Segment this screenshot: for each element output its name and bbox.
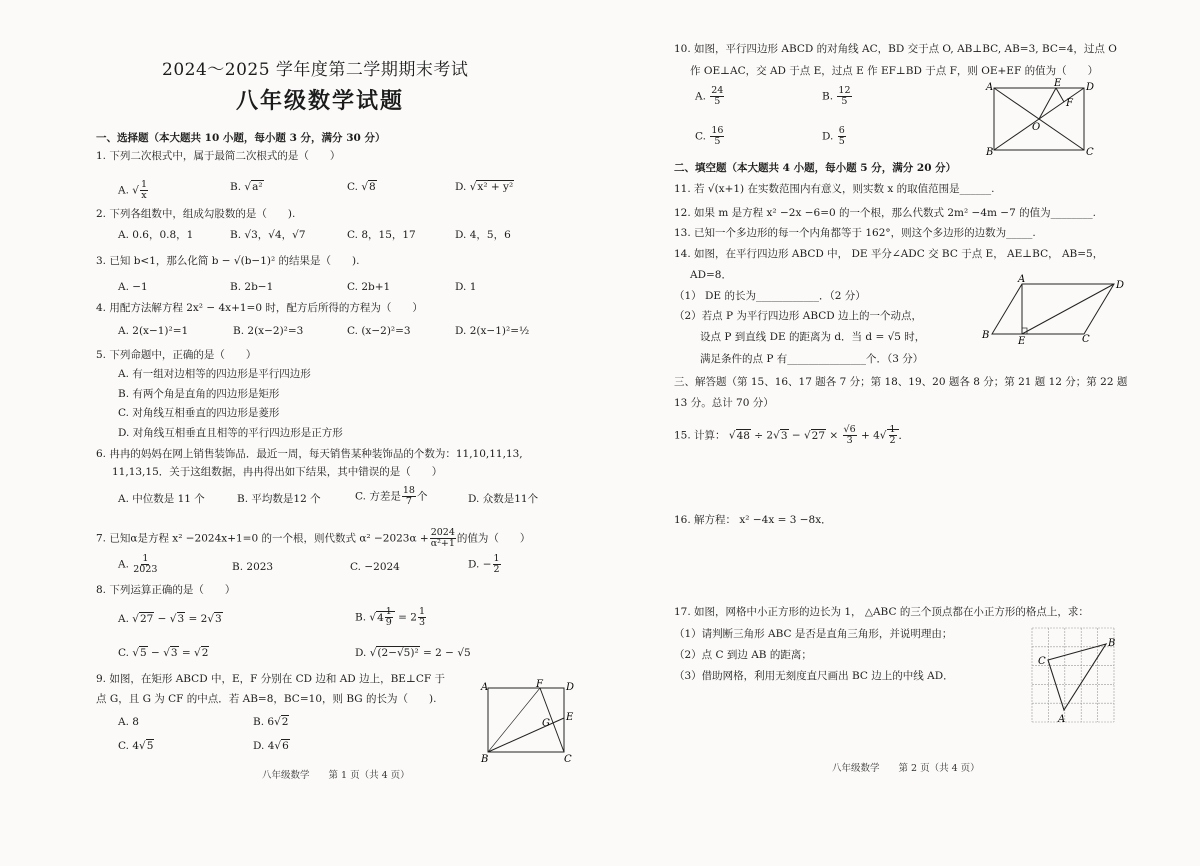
svg-text:D: D: [1086, 82, 1095, 93]
q4-option-c: C. (x−2)²=3: [347, 325, 411, 337]
q3-option-a: A. −1: [118, 281, 148, 293]
section-3-heading-2: 13 分。总计 70 分）: [674, 397, 774, 409]
q6-option-b: B. 平均数是12 个: [237, 493, 321, 505]
section-3-heading: 三、解答题（第 15、16、17 题各 7 分；第 18、19、20 题各 8 分；第 21 题 12 分；第 22 题: [674, 376, 1128, 388]
q4-option-d: D. 2(x−1)²=½: [455, 325, 530, 337]
q4-option-b: B. 2(x−2)²=3: [233, 325, 304, 337]
svg-text:B: B: [1108, 638, 1116, 649]
q10-option-a: A. $\frac{24}{5}$: [695, 85, 724, 107]
exam-page-2: [600, 0, 1200, 866]
q8-stem: 8. 下列运算正确的是（ ）: [96, 584, 236, 596]
q4-option-a: A. 2(x−1)²=1: [118, 325, 189, 337]
q15: 15. 计算： √48 ÷ 2√3 − √27 × $\frac{√6}{3}$ + 4√ $\frac{1}{2}$ ．: [674, 424, 910, 446]
svg-text:A: A: [1058, 714, 1066, 725]
q16: 16. 解方程： x² −4x = 3 −8x．: [674, 514, 832, 526]
q8-option-b: B. √4 $\frac{1}{9}$ = 2 $\frac{1}{3}$: [355, 606, 426, 628]
q13: 13. 已知一个多边形的每一个内角都等于 162°，则这个多边形的边数为_____.: [674, 227, 1036, 239]
q6-option-a: A. 中位数是 11 个: [118, 493, 205, 505]
q1-option-b: B. √a²: [230, 181, 263, 193]
q6-stem-2: 11,13,15．关于这组数据，冉冉得出如下结果，其中错误的是（ ）: [112, 466, 443, 478]
page-2-footer: 八年级数学 第 2 页（共 4 页）: [832, 763, 980, 774]
q1-option-d: D. √x² + y²: [455, 181, 514, 193]
q6-option-c: C. 方差是 $\frac{18}{7}$ 个: [355, 485, 428, 507]
q10-parallelogram-figure: [986, 78, 1095, 158]
q10-stem: 10. 如图，平行四边形 ABCD 的对角线 AC，BD 交于点 O, AB⊥BC, AB=3, BC=4，过点 O: [674, 43, 1117, 55]
svg-text:C: C: [1082, 334, 1090, 345]
q3-option-c: C. 2b+1: [347, 281, 391, 293]
q5-stem: 5. 下列命题中，正确的是（ ）: [96, 349, 257, 361]
q1-option-c: C. √8: [347, 181, 376, 193]
svg-text:G: G: [542, 718, 550, 729]
q9-option-d: D. 4√6: [253, 740, 289, 752]
q8-option-a: A. √27 − √3 = 2√3: [118, 613, 222, 625]
page-1-footer: 八年级数学 第 1 页（共 4 页）: [262, 770, 410, 781]
q5-option-d: D. 对角线互相垂直且相等的平行四边形是正方形: [118, 427, 343, 439]
svg-text:A: A: [986, 82, 994, 93]
q17-part-2: （2）点 C 到边 AB 的距离；: [674, 649, 812, 661]
svg-text:D: D: [566, 682, 575, 693]
q5-option-b: B. 有两个角是直角的四边形是矩形: [118, 388, 280, 400]
q8-option-d: D. √(2−√5)² = 2 − √5: [355, 647, 471, 659]
q9-option-a: A. 8: [118, 716, 139, 728]
q6-option-d: D. 众数是11个: [468, 493, 539, 505]
q8-option-c: C. √5 − √3 = √2: [118, 647, 209, 659]
q7-stem: 7. 已知α是方程 x² −2024x+1=0 的一个根，则代数式 α² −2023α + $\frac{2024}{\text{α²+1}}$ 的值为（ ）: [96, 527, 531, 549]
q7-option-a: A. $\frac{1}{2023}$: [118, 553, 158, 575]
q2-stem: 2. 下列各组数中，组成勾股数的是（ ).: [96, 208, 296, 220]
q17-grid-figure: [1030, 626, 1130, 726]
q10-option-d: D. $\frac{6}{5}$: [822, 125, 845, 147]
q10-option-c: C. $\frac{16}{5}$: [695, 125, 724, 147]
q7-option-d: D. − $\frac{1}{2}$: [468, 553, 500, 575]
q9-option-b: B. 6√2: [253, 716, 289, 728]
q14-part-2: （2）若点 P 为平行四边形 ABCD 边上的一个动点，: [674, 310, 923, 322]
svg-text:E: E: [1054, 78, 1062, 89]
q2-option-d: D. 4，5，6: [455, 229, 511, 241]
q5-option-a: A. 有一组对边相等的四边形是平行四边形: [118, 368, 311, 380]
exam-title: 2024～2025 学年度第二学期期末考试: [162, 60, 469, 80]
q9-stem: 9. 如图，在矩形 ABCD 中，E，F 分别在 CD 边和 AD 边上，BE⊥CF 于: [96, 673, 445, 685]
q7-option-c: C. −2024: [350, 561, 400, 573]
svg-text:E: E: [566, 712, 574, 723]
q1-stem: 1. 下列二次根式中，属于最简二次根式的是（ ）: [96, 150, 341, 162]
q11: 11. 若 √(x+1) 在实数范围内有意义，则实数 x 的取值范围是______.: [674, 183, 995, 195]
q17-stem: 17. 如图，网格中小正方形的边长为 1， △ABC 的三个顶点都在小正方形的格点上，求：: [674, 606, 1089, 618]
q14-parallelogram-figure: [978, 274, 1128, 347]
q3-stem: 3. 已知 b<1，那么化简 b − √(b−1)² 的结果是（ ).: [96, 255, 360, 267]
svg-text:A: A: [1018, 274, 1026, 285]
svg-text:A: A: [481, 682, 489, 693]
svg-text:C: C: [1086, 147, 1094, 158]
svg-text:D: D: [1116, 280, 1125, 291]
q12: 12. 如果 m 是方程 x² −2x −6=0 的一个根，那么代数式 2m² −4m −7 的值为________.: [674, 207, 1096, 219]
paper-title: 八年级数学试题: [236, 88, 405, 114]
svg-text:B: B: [986, 147, 994, 158]
q1-option-a: A. √ $\frac{1}{x}$: [118, 179, 147, 201]
svg-text:B: B: [481, 754, 489, 765]
svg-text:F: F: [536, 679, 543, 690]
section-1-heading: 一、选择题（本大题共 10 小题，每小题 3 分，满分 30 分）: [96, 132, 386, 144]
q7-option-b: B. 2023: [232, 561, 274, 573]
svg-text:C: C: [1038, 656, 1046, 667]
section-2-heading: 二、填空题（本大题共 4 小题，每小题 5 分，满分 20 分）: [674, 162, 957, 174]
q3-option-d: D. 1: [455, 281, 477, 293]
q2-option-a: A. 0.6，0.8，1: [118, 229, 194, 241]
q9-stem-2: 点 G，且 G 为 CF 的中点．若 AB=8，BC=10，则 BG 的长为（ ).: [96, 693, 437, 705]
q14-part-1: （1） DE 的长为____________．（2 分）: [674, 290, 866, 302]
q14-part-2-line-2: 设点 P 到直线 DE 的距离为 d．当 d = √5 时，: [700, 331, 926, 343]
q4-stem: 4. 用配方法解方程 2x² − 4x+1=0 时，配方后所得的方程为（ ）: [96, 302, 423, 314]
q14-stem-2: AD=8．: [690, 269, 732, 281]
q9-option-c: C. 4√5: [118, 740, 154, 752]
q17-part-1: （1）请判断三角形 ABC 是否是直角三角形，并说明理由；: [674, 628, 953, 640]
svg-text:O: O: [1032, 122, 1041, 133]
svg-text:F: F: [1066, 98, 1073, 109]
svg-text:B: B: [982, 330, 990, 341]
q6-stem: 6. 冉冉的妈妈在网上销售装饰品．最近一周，每天销售某种装饰品的个数为：11,10,11,13,: [96, 448, 523, 460]
q10-option-b: B. $\frac{12}{5}$: [822, 85, 851, 107]
q17-part-3: （3）借助网格，利用无刻度直尺画出 BC 边上的中线 AD．: [674, 670, 954, 682]
q2-option-c: C. 8，15，17: [347, 229, 416, 241]
svg-text:E: E: [1018, 336, 1026, 347]
svg-text:C: C: [564, 754, 572, 765]
q10-stem-2: 作 OE⊥AC，交 AD 于点 E，过点 E 作 EF⊥BD 于点 F，则 OE+EF 的值为（ ）: [690, 65, 1099, 77]
q3-option-b: B. 2b−1: [230, 281, 274, 293]
q2-option-b: B. √3，√4，√7: [230, 229, 306, 241]
q5-option-c: C. 对角线互相垂直的四边形是菱形: [118, 407, 280, 419]
q9-rectangle-figure: [478, 680, 578, 765]
q14-part-2-line-3: 满足条件的点 P 有_______________个．（3 分）: [700, 353, 924, 365]
q14-stem: 14. 如图，在平行四边形 ABCD 中， DE 平分∠ADC 交 BC 于点 E， AE⊥BC， AB=5，: [674, 248, 1104, 260]
